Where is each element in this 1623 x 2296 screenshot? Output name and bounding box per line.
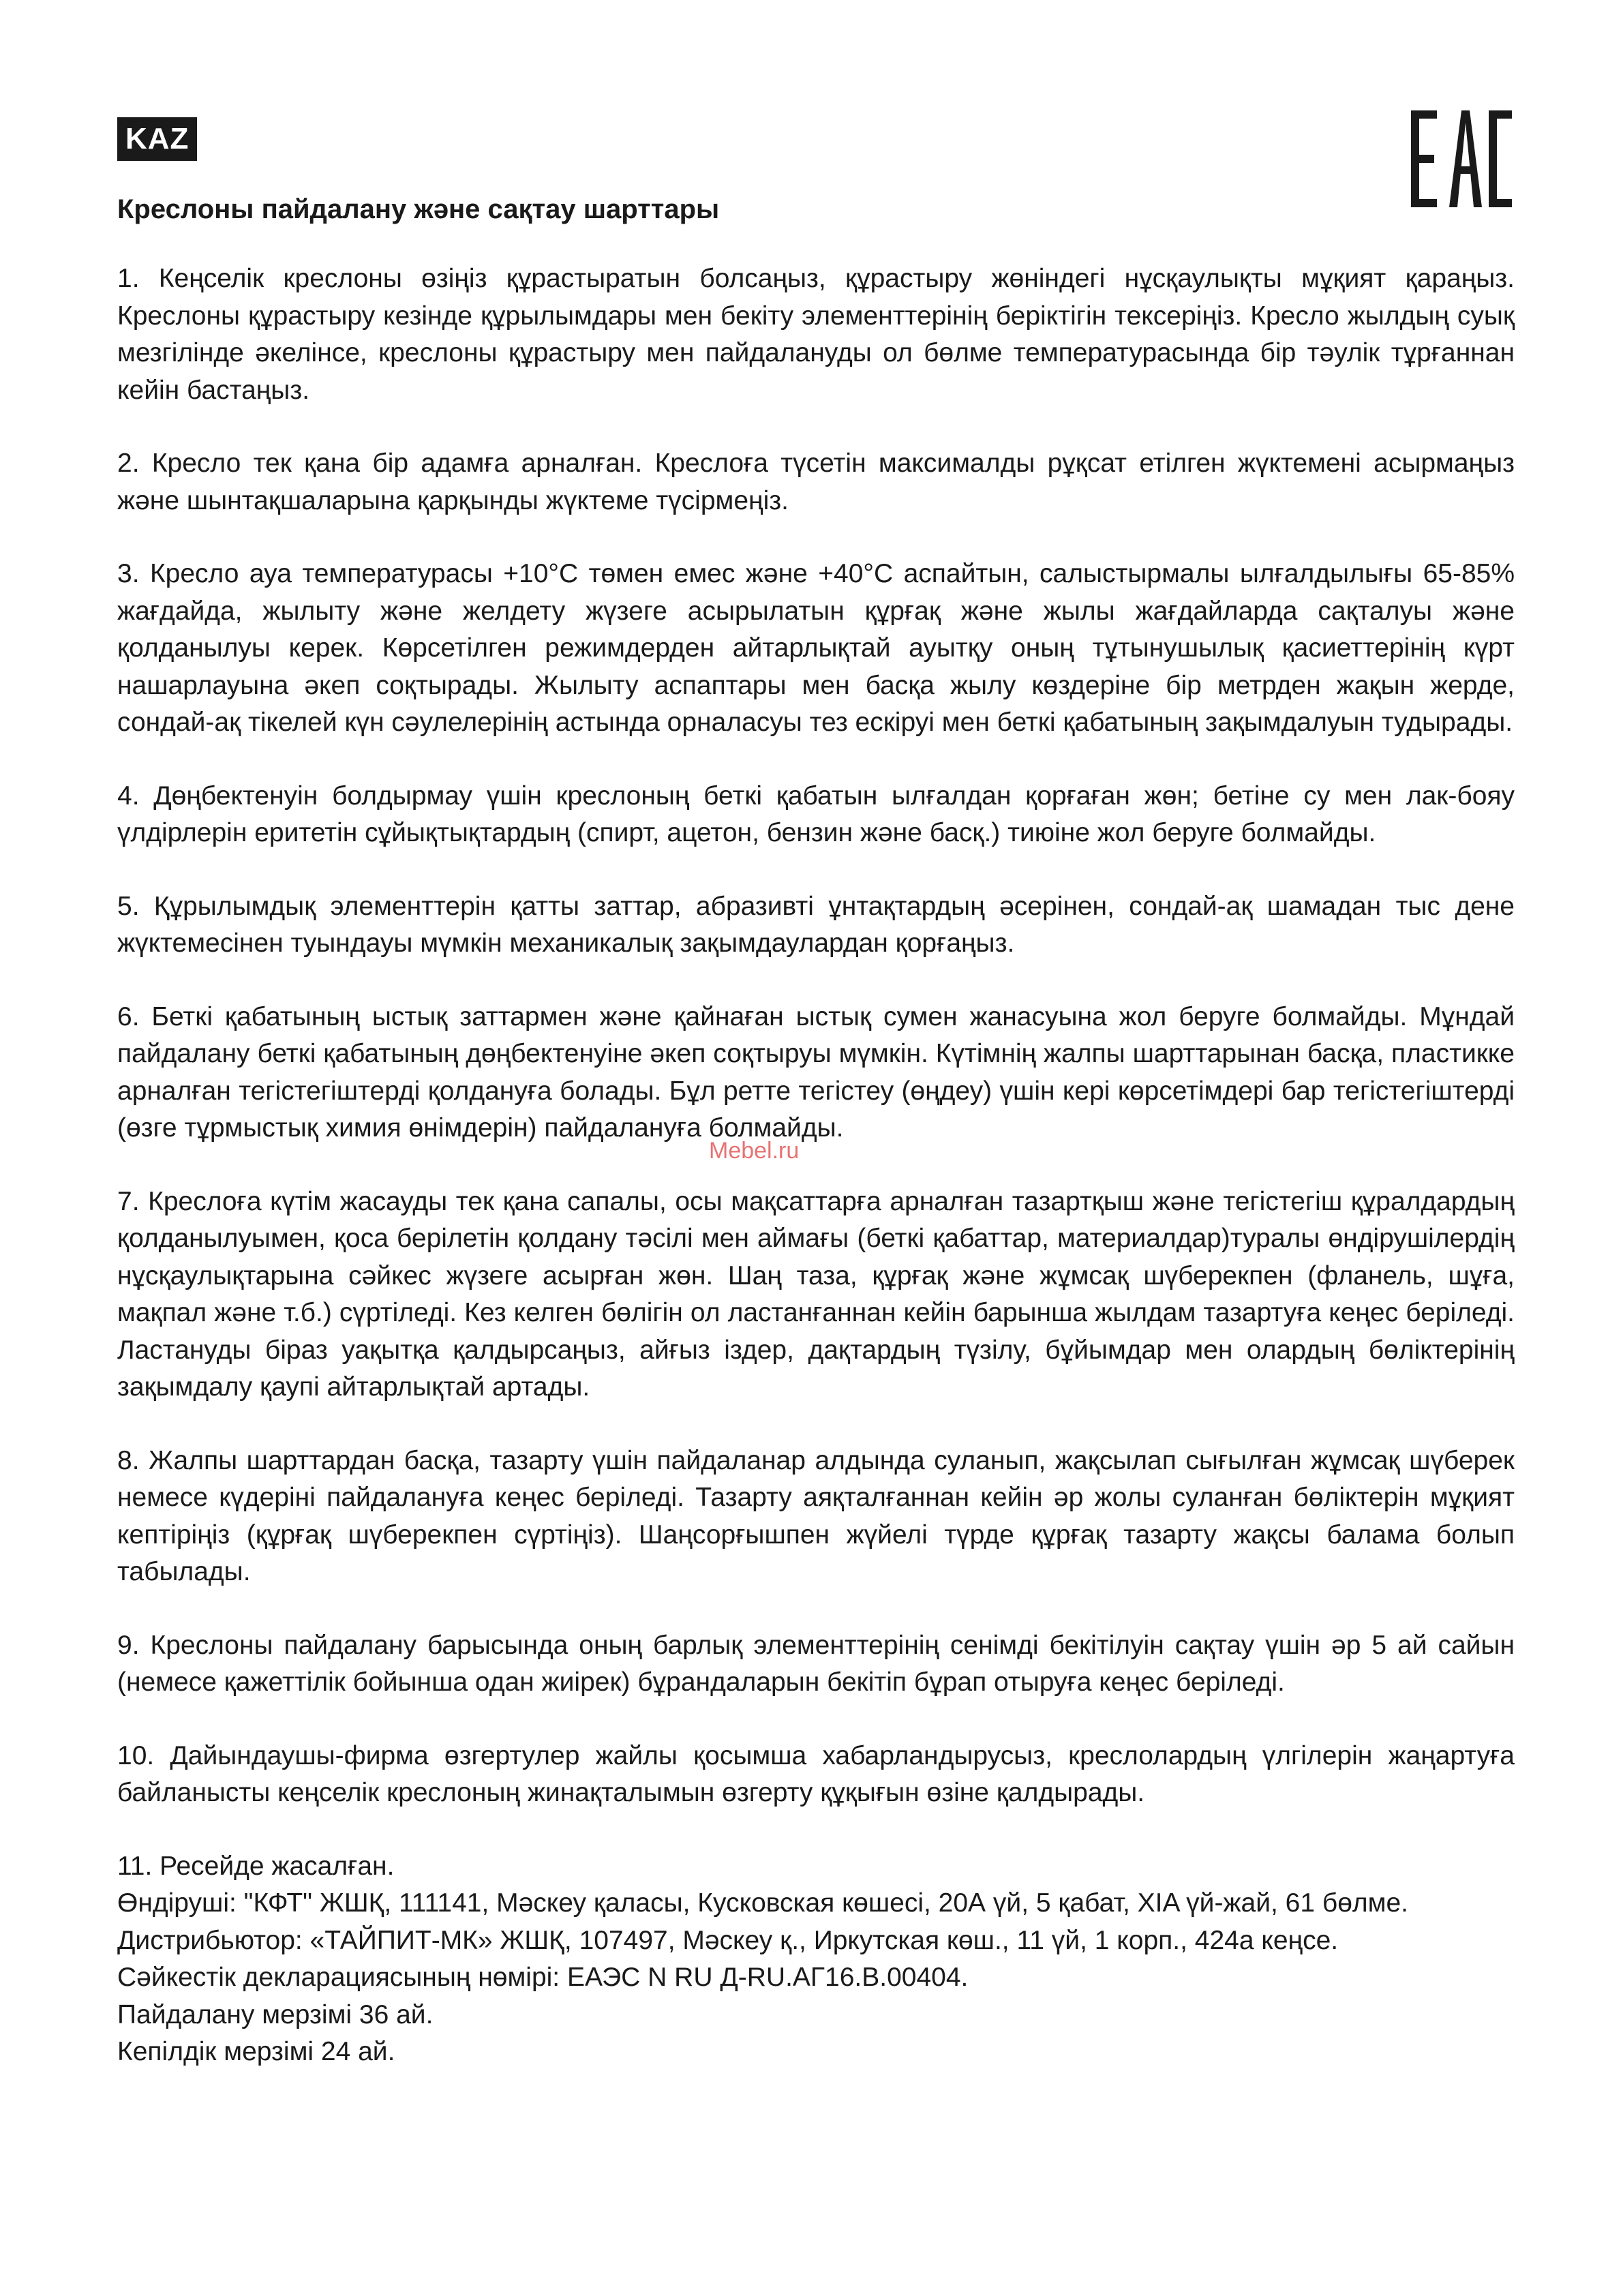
paragraph-7: 7. Креслоға күтім жасауды тек қана сапалы, осы мақсаттарға арналған тазартқыш және тегістегіш құралдардың қолданылуымен, қоса берілетін қолдану тәсілі мен аймағы (беткі қабаттар, материалдар)туралы өндірушілердің нұсқаулықтарына сәйкес жүзеге асырған жөн. Шаң таза, құрғақ және жұмсақ шүберекпен (фланель, шұға, мақпал және т.б.) сүртіледі. Кез келген бөлігін ол ластанғаннан кейін барынша жылдам тазартуға кеңес беріледі. Ластануды біраз уақытқа қалдырсаңыз, айғыз іздер, дақтардың түзілу, бұйымдар мен олардың бөліктерінің зақымдалу қаупі айтарлықтай артады. [117, 1186, 1515, 1402]
paragraph-8: 8. Жалпы шарттардан басқа, тазарту үшін пайдаланар алдында суланып, жақсылап сығылған жұмсақ шүберек немесе күдеріні пайдалануға кеңес беріледі. Тазарту аяқталғаннан кейін әр жолы суланған бөліктерін мұқият кептіріңіз (құрғақ шүберекпен сүртіңіз). Шаңсорғышпен жүйелі түрде құрғақ тазарту жақсы балама болып табылады. [117, 1445, 1515, 1586]
paragraph-5: 5. Құрылымдық элементтерін қатты заттар, абразивті ұнтақтардың әсерінен, сондай-ақ шамадан тыс дене жүктемесінен туындауы мүмкін механикалық зақымдаулардан қорғаңыз. [117, 891, 1515, 958]
manufacturer-line: Өндіруші: "КФТ" ЖШҚ, 111141, Мәскеу қаласы, Кусковская көшесі, 20А үй, 5 қабат, XIA үй-жай, 61 бөлме. [117, 1888, 1409, 1918]
paragraph-4: 4. Дөңбектенуін болдырмау үшін креслоның беткі қабатын ылғалдан қорғаған жөн; бетіне су мен лак-бояу үлдірлерін еритетін сұйықтықтардың (спирт, ацетон, бензин және басқ.) тиюіне жол беруге болмайды. [117, 781, 1515, 847]
eac-certification-mark [1411, 110, 1512, 207]
paragraph-6: 6. Беткі қабатының ыстық заттармен және қайнаған ыстық сумен жанасуына жол беруге болмайды. Мұндай пайдалану беткі қабатының дөңбектенуіне әкеп соқтыруы мүмкін. Күтімнің жалпы шарттарынан басқа, пластикке арналған тегістегіштерді қолдануға болады. Бұл ретте тегістеу (өңдеу) үшін кері көрсетімдері бар тегістегіштерді (өзге тұрмыстық химия өнімдерін) пайдалануға болмайды. [117, 1001, 1515, 1143]
paragraph-2: 2. Кресло тек қана бір адамға арналған. Креслоға түсетін максималды рұқсат етілген жүктемені асырмаңыз және шынтақшаларына қарқынды жүктеме түсірмеңіз. [117, 449, 1515, 515]
made-in-line: 11. Ресейде жасалған. [117, 1851, 395, 1881]
paragraph-9: 9. Креслоны пайдалану барысында оның барлық элементтерінің сенімді бекітілуін сақтау үшін әр 5 ай сайын (немесе қажеттілік бойынша одан жиірек) бұрандаларын бекітіп бұрап отыруға кеңес беріледі. [117, 1630, 1515, 1697]
distributor-line: Дистрибьютор: «ТАЙПИТ-МК» ЖШҚ, 107497, Мәскеу қ., Иркутская көш., 11 үй, 1 корп., 424а кеңсе. [117, 1925, 1339, 1955]
site-watermark: Mebel.ru [709, 1138, 800, 1164]
service-life-line: Пайдалану мерзімі 36 ай. [117, 1999, 434, 2029]
language-badge: KAZ [117, 117, 197, 161]
document-body [117, 260, 1515, 2071]
paragraph-1: 1. Кеңселік креслоны өзіңіз құрастыратын болсаңыз, құрастыру жөніндегі нұсқаулықты мұқият қараңыз. Креслоны құрастыру кезінде құрылымдары мен бекіту элементтерінің беріктігін тексеріңіз. Кресло жылдың суық мезгілінде әкелінсе, креслоны құрастыру мен пайдалануды ол бөлме температурасында бір тәулік тұрғаннан кейін бастаңыз. [117, 264, 1515, 405]
paragraph-10: 10. Дайындаушы-фирма өзгертулер жайлы қосымша хабарландырусыз, креслолардың үлгілерін жаңартуға байланысты кеңселік креслоның жинақталымын өзгерту құқығын өзіне қалдырады. [117, 1740, 1515, 1807]
paragraph-3: 3. Кресло ауа температурасы +10°C төмен емес және +40°C аспайтын, салыстырмалы ылғалдылығы 65-85% жағдайда, жылыту және желдету жүзеге асырылатын құрғақ және жылы жағдайларда сақталуы және қолданылуы керек. Көрсетілген режимдерден айтарлықтай ауытқу оның тұтынушылық қасиеттерінің күрт нашарлауына әкеп соқтырады. Жылыту аспаптары мен басқа жылу көздеріне бір метрден жақын жерде, сондай-ақ тікелей күн сәулелерінің астында орналасуы тез ескіруі мен беткі қабатының зақымдалуын тудырады. [117, 559, 1515, 737]
warranty-line: Кепілдік мерзімі 24 ай. [117, 2037, 395, 2066]
declaration-line: Сәйкестік декларациясының нөмірі: ЕАЭС N RU Д-RU.АГ16.В.00404. [117, 1963, 969, 1992]
document-title: Креслоны пайдалану және сақтау шарттары [117, 194, 720, 224]
manufacturer-info [117, 1848, 1515, 2071]
eac-logo-icon [1411, 110, 1512, 207]
